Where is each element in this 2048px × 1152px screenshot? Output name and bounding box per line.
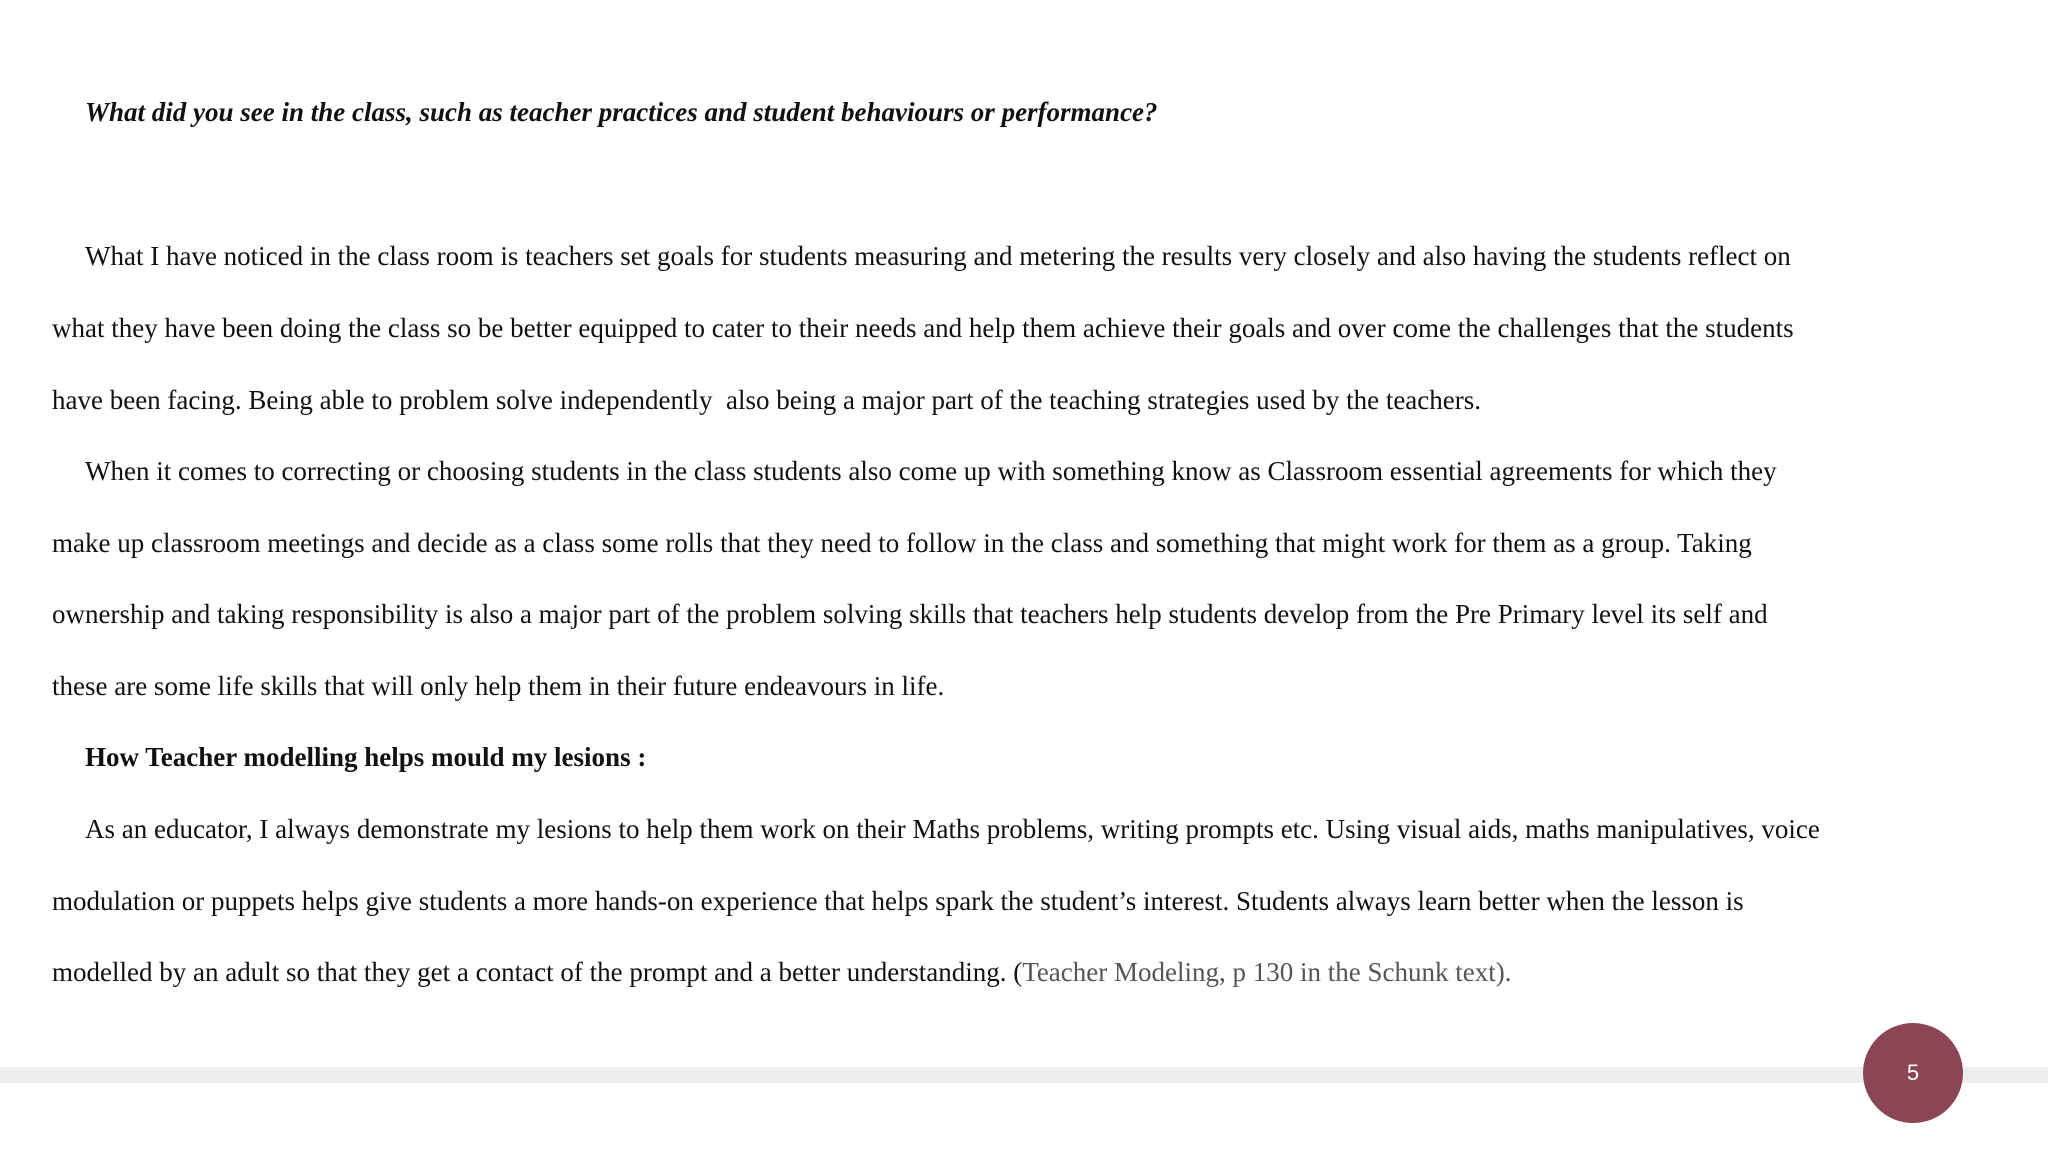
- paragraph-1-line-1: What I have noticed in the class room is teachers set goals for students measuring and metering the results very closely and also having the students reflect on: [85, 241, 1791, 271]
- footer-bar: [0, 1067, 2048, 1083]
- paragraph-3-line-1: As an educator, I always demonstrate my lesions to help them work on their Maths problems, writing prompts etc. Using visual aids, maths manipulatives, voice: [85, 814, 1820, 844]
- paragraph-1-line-2: what they have been doing the class so be better equipped to cater to their needs and help them achieve their goals and over come the challenges that the students: [52, 313, 1794, 343]
- section-heading: How Teacher modelling helps mould my lesions :: [85, 742, 647, 772]
- page-number: 5: [1906, 1060, 1920, 1085]
- paragraph-3-line-2: modulation or puppets helps give students a more hands-on experience that helps spark the student’s interest. Students always learn better when the lesson is: [52, 886, 1744, 916]
- paragraph-1-line-3: have been facing. Being able to problem solve independently also being a major part of the teaching strategies used by the teachers.: [52, 385, 1482, 415]
- paragraph-2-line-1: When it comes to correcting or choosing students in the class students also come up with something know as Classroom essential agreements for which they: [85, 456, 1777, 486]
- paragraph-3-line-3: [52, 955, 1511, 989]
- page-number-badge: [1863, 1023, 1963, 1123]
- paragraph-2-line-4: these are some life skills that will only help them in their future endeavours in life.: [52, 671, 945, 701]
- paragraph-2-line-3: ownership and taking responsibility is also a major part of the problem solving skills that teachers help students develop from the Pre Primary level its self and: [52, 599, 1768, 629]
- citation: Teacher Modeling, p 130 in the Schunk text).: [1022, 957, 1512, 987]
- paragraph-3-line-3-text: modelled by an adult so that they get a contact of the prompt and a better understanding. (: [52, 957, 1023, 987]
- paragraph-2-line-2: make up classroom meetings and decide as a class some rolls that they need to follow in the class and something that might work for them as a group. Taking: [52, 528, 1752, 558]
- question-heading: What did you see in the class, such as teacher practices and student behaviours or performance?: [85, 97, 1158, 127]
